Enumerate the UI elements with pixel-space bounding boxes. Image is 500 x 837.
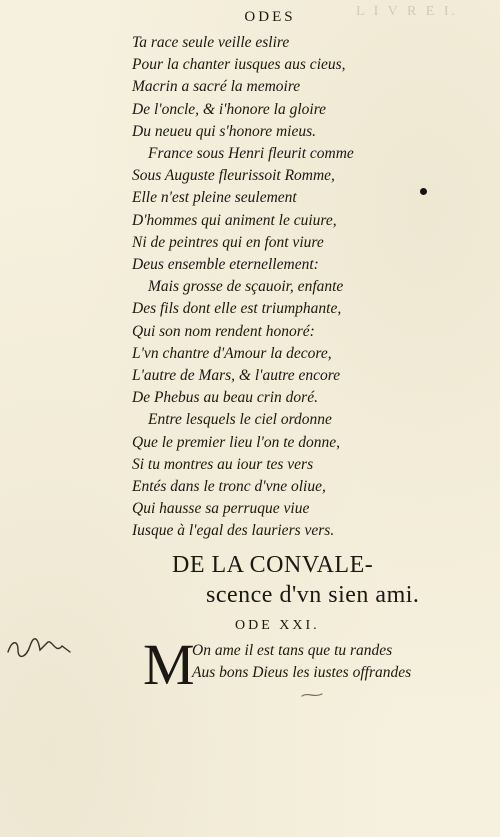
verse-line: France sous Henri fleurit comme xyxy=(148,145,354,163)
verse-line: De Phebus au beau crin doré. xyxy=(132,389,318,407)
verse-line: Que le premier lieu l'on te donne, xyxy=(132,433,341,451)
stray-ink-mark xyxy=(300,690,324,700)
verse-line: L'vn chantre d'Amour la decore, xyxy=(132,344,332,362)
verse-line: De l'oncle, & i'honore la gloire xyxy=(132,100,327,118)
verse-line: Iusque à l'egal des lauriers vers. xyxy=(132,522,335,540)
ode-text xyxy=(192,640,462,684)
verse-line: Des fils dont elle est triumphante, xyxy=(132,300,342,318)
drop-cap: M xyxy=(143,632,195,697)
marginal-annotation-mark xyxy=(4,632,76,662)
running-head-text: ODES xyxy=(244,9,296,25)
heading-line-2: scence d'vn sien ami. xyxy=(206,582,420,608)
verse-line: L'autre de Mars, & l'autre encore xyxy=(132,367,341,385)
ode-line: Aus bons Dieus les iustes offrandes xyxy=(192,664,412,681)
verse-line: Ni de peintres qui en font viure xyxy=(132,233,324,251)
verse-line: Du neueu qui s'honore mieus. xyxy=(132,122,316,140)
verse-line: Pour la chanter iusques aus cieus, xyxy=(132,56,346,74)
ode-title: ODE XXI. xyxy=(235,618,320,633)
verse-line: Qui hausse sa perruque viue xyxy=(132,500,310,518)
bleed-through-text: L I V R E I. xyxy=(356,4,458,19)
verse-line: Entés dans le tronc d'vne oliue, xyxy=(132,478,326,496)
heading-line-1: DE LA CONVALE- xyxy=(172,552,374,578)
verse-line: Macrin a sacré la memoire xyxy=(132,78,301,96)
verse-block xyxy=(132,32,432,543)
ink-spot xyxy=(420,188,427,195)
verse-line: Elle n'est pleine seulement xyxy=(132,189,297,207)
running-head xyxy=(0,8,500,26)
verse-line: Sous Auguste fleurissoit Romme, xyxy=(132,167,335,185)
verse-line: Qui son nom rendent honoré: xyxy=(132,322,315,340)
ode-line: On ame il est tans que tu randes xyxy=(192,642,393,659)
section-heading xyxy=(172,550,472,610)
verse-line: D'hommes qui animent le cuiure, xyxy=(132,211,337,229)
verse-line: Ta race seule veille eslire xyxy=(132,34,290,51)
verse-line: Mais grosse de sçauoir, enfante xyxy=(148,278,344,296)
verse-line: Deus ensemble eternellement: xyxy=(132,256,319,274)
verse-line: Entre lesquels le ciel ordonne xyxy=(148,411,332,429)
verse-line: Si tu montres au iour tes vers xyxy=(132,455,314,473)
